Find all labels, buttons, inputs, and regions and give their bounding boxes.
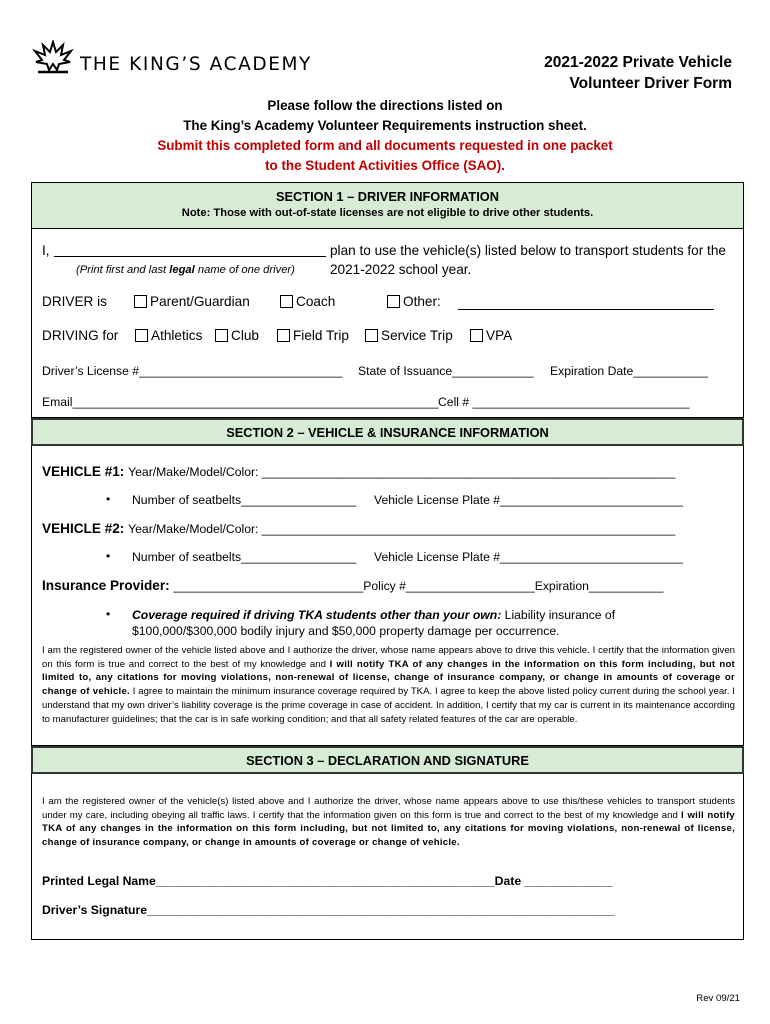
driver-is-label: DRIVER is — [42, 294, 107, 309]
driving-for-label: DRIVING for — [42, 328, 119, 343]
option-club[interactable]: Club — [215, 328, 259, 343]
option-field-trip[interactable]: Field Trip — [277, 328, 349, 343]
vehicle2-row — [42, 521, 675, 536]
vehicle1-label: VEHICLE #1: — [42, 464, 125, 479]
printed-name-field[interactable]: Printed Legal Name__________________________________________________Date _____________ — [42, 874, 613, 888]
bullet: • — [106, 607, 111, 621]
seatbelts2-field[interactable]: Number of seatbelts_________________ — [132, 550, 357, 564]
section2-box — [31, 418, 744, 746]
insurance-field[interactable]: ____________________________Policy #___________________Expiration___________ — [173, 579, 664, 593]
expiration-date-field[interactable]: Expiration Date___________ — [550, 364, 708, 378]
vehicle1-row — [42, 464, 675, 479]
coverage-bold: Coverage required if driving TKA students other than your own: — [132, 608, 502, 622]
checkbox[interactable] — [470, 329, 483, 342]
section1-box — [31, 182, 744, 418]
form-title-line2: Volunteer Driver Form — [569, 75, 732, 92]
crown-icon — [32, 40, 74, 76]
email-field[interactable]: Email______________________________________________________ — [42, 395, 439, 409]
section2-certification: I am the registered owner of the vehicle listed above and I authorize the driver, whose name appears above to drive this vehicle. I certify that the information given on this form is true and correct to the best of my knowledge and I will notify TKA of any changes in the information on this form including, but not limited to, any citations for moving violations, non-renewal of license, change of insurance company, or change in amounts of coverage or change of vehicle. I agree to maintain the minimum insurance coverage required by TKA. I agree to keep the above listed policy current during the school year. I understand that my own driver’s liability coverage is the prime coverage in case of accident. In addition, I certify that my car is current in its maintenance according to manufacturer guidelines; that the car is in safe working condition; and that all safety related features of the car are operable. — [42, 645, 735, 725]
plan-line1: plan to use the vehicle(s) listed below to transport students for the — [330, 243, 726, 258]
section1-title: SECTION 1 – DRIVER INFORMATION — [275, 189, 499, 204]
revision-label: Rev 09/21 — [696, 993, 740, 1004]
section3-declaration: I am the registered owner of the vehicle(s) listed above and I authorize the driver, whose name appears above to use this/these vehicles to transport students under my care, including obeying all traffic laws. I certify that the information given on this form is true and correct to the best of my knowledge and I will notify TKA of any changes in the information on this form including, but not limited to, any citations for moving violations, non-renewal of license, change of insurance company, or change in amounts of coverage or change of vehicle. — [42, 796, 735, 849]
option-coach[interactable]: Coach — [280, 294, 335, 309]
section3-box — [31, 746, 744, 940]
checkbox[interactable] — [280, 295, 293, 308]
insurance-row — [42, 578, 663, 593]
academy-logo — [32, 40, 312, 76]
directions-line2: The King’s Academy Volunteer Requirements instruction sheet. — [183, 118, 587, 133]
option-vpa[interactable]: VPA — [470, 328, 512, 343]
state-field[interactable]: State of Issuance____________ — [358, 364, 534, 378]
plate2-field[interactable]: Vehicle License Plate #___________________________ — [374, 550, 684, 564]
coverage-line1: Coverage required if driving TKA students other than your own: Liability insurance of — [132, 608, 616, 622]
plate1-field[interactable]: Vehicle License Plate #___________________________ — [374, 493, 684, 507]
option-other[interactable]: Other: — [387, 294, 441, 309]
checkbox[interactable] — [387, 295, 400, 308]
section3-header: SECTION 3 – DECLARATION AND SIGNATURE — [31, 746, 744, 774]
coverage-line2: $100,000/$300,000 bodily injury and $50,000 property damage per occurrence. — [132, 624, 560, 638]
print-name-hint: (Print first and last legal name of one driver) — [76, 264, 295, 276]
directions-line4: to the Student Activities Office (SAO). — [265, 158, 505, 173]
bullet: • — [106, 492, 111, 506]
i-label: I, — [42, 243, 50, 258]
directions-line1: Please follow the directions listed on — [267, 98, 503, 113]
cell-field[interactable]: Cell # ________________________________ — [438, 395, 690, 409]
seatbelts1-field[interactable]: Number of seatbelts_________________ — [132, 493, 357, 507]
vehicle1-field[interactable]: Year/Make/Model/Color: _____________________________________________________________ — [128, 465, 676, 479]
option-athletics[interactable]: Athletics — [135, 328, 202, 343]
section2-header: SECTION 2 – VEHICLE & INSURANCE INFORMATION — [31, 418, 744, 446]
form-title-line1: 2021-2022 Private Vehicle — [544, 54, 732, 71]
section1-note: Note: Those with out-of-state licenses are not eligible to drive other students. — [181, 207, 594, 219]
signature-field[interactable]: Driver’s Signature_____________________________________________________________________ — [42, 903, 615, 917]
checkbox[interactable] — [134, 295, 147, 308]
driver-name-field[interactable] — [54, 241, 326, 257]
plan-line2: 2021-2022 school year. — [330, 262, 472, 277]
checkbox[interactable] — [365, 329, 378, 342]
bullet: • — [106, 549, 111, 563]
section1-header — [32, 183, 743, 229]
license-field[interactable]: Driver’s License #______________________________ — [42, 364, 343, 378]
insurance-label: Insurance Provider: — [42, 578, 170, 593]
checkbox[interactable] — [215, 329, 228, 342]
vehicle2-label: VEHICLE #2: — [42, 521, 125, 536]
option-parent-guardian[interactable]: Parent/Guardian — [134, 294, 250, 309]
directions — [0, 96, 770, 176]
option-service-trip[interactable]: Service Trip — [365, 328, 453, 343]
vehicle2-field[interactable]: Year/Make/Model/Color: _____________________________________________________________ — [128, 522, 676, 536]
checkbox[interactable] — [135, 329, 148, 342]
other-field[interactable] — [458, 293, 714, 310]
logo-text: THE KING’S ACADEMY — [80, 54, 312, 75]
directions-line3: Submit this completed form and all documents requested in one packet — [157, 138, 613, 153]
form-title — [544, 52, 732, 94]
checkbox[interactable] — [277, 329, 290, 342]
